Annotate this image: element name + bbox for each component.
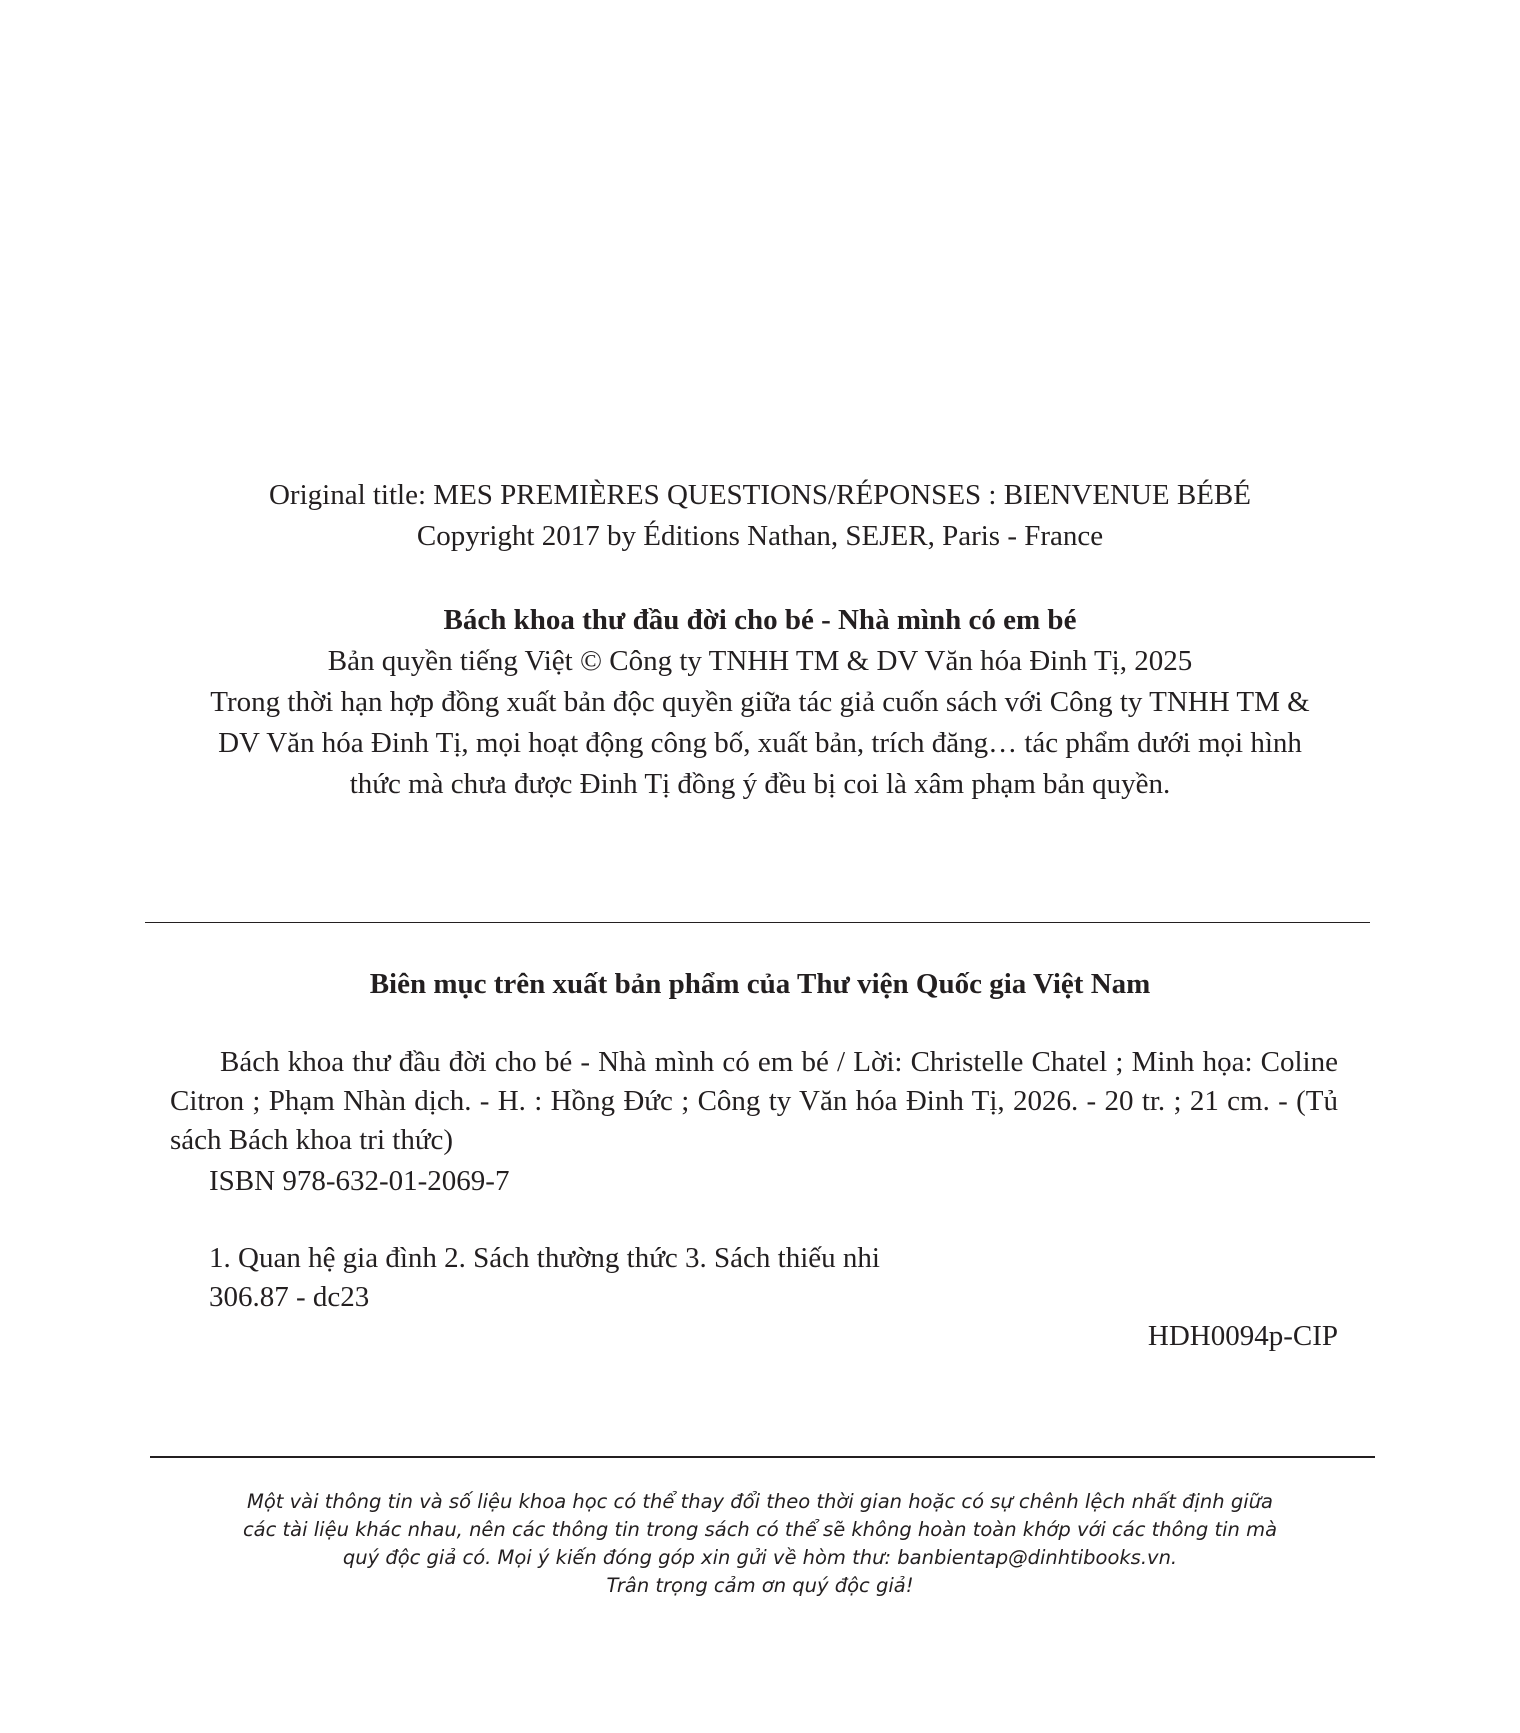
copyright-notice-line: thức mà chưa được Đinh Tị đồng ý đều bị coi là xâm phạm bản quyền. — [349, 768, 1171, 800]
cip-record — [170, 1043, 1338, 1160]
cip-subjects: 1. Quan hệ gia đình 2. Sách thường thức 3. Sách thiếu nhi — [209, 1242, 880, 1274]
isbn: ISBN 978-632-01-2069-7 — [209, 1165, 510, 1197]
disclaimer-line: Một vài thông tin và số liệu khoa học có thể thay đổi theo thời gian hoặc có sự chênh lệch nhất định giữa — [247, 1490, 1273, 1513]
book-title: Bách khoa thư đầu đời cho bé - Nhà mình có em bé — [443, 604, 1077, 636]
disclaimer-line: các tài liệu khác nhau, nên các thông tin trong sách có thể sẽ không hoàn toàn khớp với các thông tin mà — [242, 1518, 1278, 1541]
copyright-notice-line: DV Văn hóa Đinh Tị, mọi hoạt động công bố, xuất bản, trích đăng… tác phẩm dưới mọi hình — [218, 727, 1302, 759]
cip-code: HDH0094p-CIP — [1147, 1320, 1338, 1352]
cip-record-text: Bách khoa thư đầu đời cho bé - Nhà mình có em bé / Lời: Christelle Chatel ; Minh họa: Coline Citron ; Phạm Nhàn dịch. - H. : Hồng Đức ; Công ty Văn hóa Đinh Tị, 2026. - 20 tr. ; 21 cm. - (Tủ sách Bách khoa tri thức) — [170, 1046, 1338, 1156]
vietnamese-edition-info — [0, 600, 1520, 805]
original-title: Original title: MES PREMIÈRES QUESTIONS/RÉPONSES : BIENVENUE BÉBÉ — [268, 479, 1251, 511]
original-edition-info — [0, 475, 1520, 557]
divider-bottom — [150, 1456, 1375, 1458]
vietnamese-copyright: Bản quyền tiếng Việt © Công ty TNHH TM & DV Văn hóa Đinh Tị, 2025 — [327, 645, 1193, 677]
divider-top — [145, 922, 1370, 923]
disclaimer-line: Trân trọng cảm ơn quý độc giả! — [606, 1574, 914, 1597]
disclaimer — [0, 1488, 1520, 1600]
copyright-notice-line: Trong thời hạn hợp đồng xuất bản độc quyền giữa tác giả cuốn sách với Công ty TNHH TM & — [210, 686, 1310, 718]
disclaimer-line: quý độc giả có. Mọi ý kiến đóng góp xin gửi về hòm thư: banbientap@dinhtibooks.vn. — [342, 1546, 1178, 1569]
ddc-classification: 306.87 - dc23 — [209, 1281, 370, 1313]
original-copyright: Copyright 2017 by Éditions Nathan, SEJER, Paris - France — [416, 520, 1104, 552]
cip-heading: Biên mục trên xuất bản phẩm của Thư viện Quốc gia Việt Nam — [369, 968, 1151, 1000]
